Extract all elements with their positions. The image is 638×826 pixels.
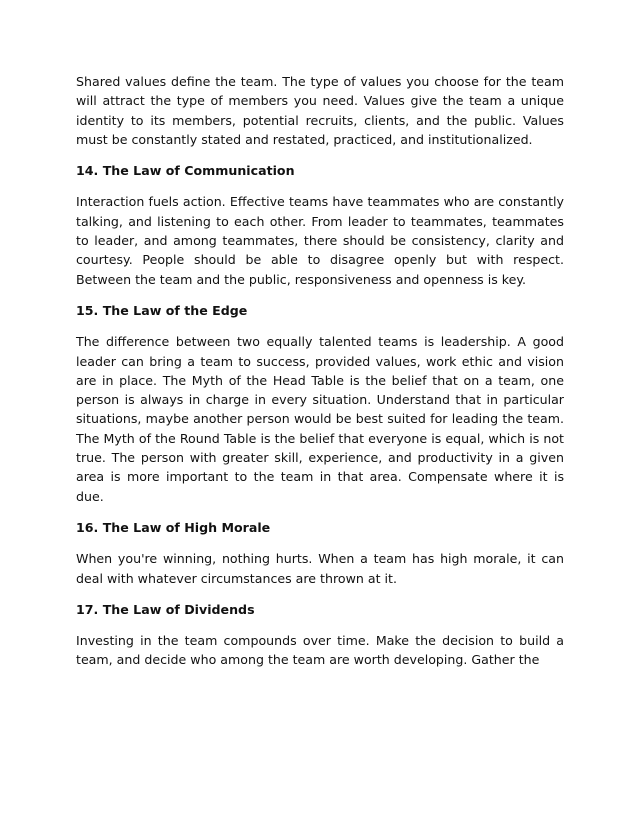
- heading-law-of-communication: 14. The Law of Communication: [76, 163, 295, 179]
- paragraph-edge: The difference between two equally talented teams is leadership. A good leader can bring a team to success, provided values, work ethic and vision are in place. The Myth of the Head Table is the belief that on a team, one person is always in charge in every situation. Understand that in particular situations, maybe another person would be best suited for leading the team. The Myth of the Round Table is the belief that everyone is equal, which is not true. The person with greater skill, experience, and productivity in a given area is more important to the team in that area. Compensate where it is due.: [76, 334, 564, 504]
- paragraph-high-morale: When you're winning, nothing hurts. When a team has high morale, it can deal with whatever circumstances are thrown at it.: [76, 551, 564, 586]
- paragraph-dividends: Investing in the team compounds over time. Make the decision to build a team, and decide who among the team are worth developing. Gather the: [76, 633, 564, 668]
- document-page: [76, 72, 564, 682]
- heading-law-of-high-morale: 16. The Law of High Morale: [76, 519, 271, 535]
- heading-law-of-dividends: 17. The Law of Dividends: [76, 601, 255, 617]
- paragraph-communication: Interaction fuels action. Effective teams have teammates who are constantly talking, and listening to each other. From leader to teammates, teammates to leader, and among teammates, there should be consistency, clarity and courtesy. People should be able to disagree openly but with respect. Between the team and the public, responsiveness and openness is key.: [76, 194, 564, 287]
- heading-law-of-the-edge: 15. The Law of the Edge: [76, 302, 248, 318]
- paragraph-shared-values: Shared values define the team. The type of values you choose for the team will attract the type of members you need. Values give the team a unique identity to its members, potential recruits, clients, and the public. Values must be constantly stated and restated, practiced, and institutionalized.: [76, 74, 564, 147]
